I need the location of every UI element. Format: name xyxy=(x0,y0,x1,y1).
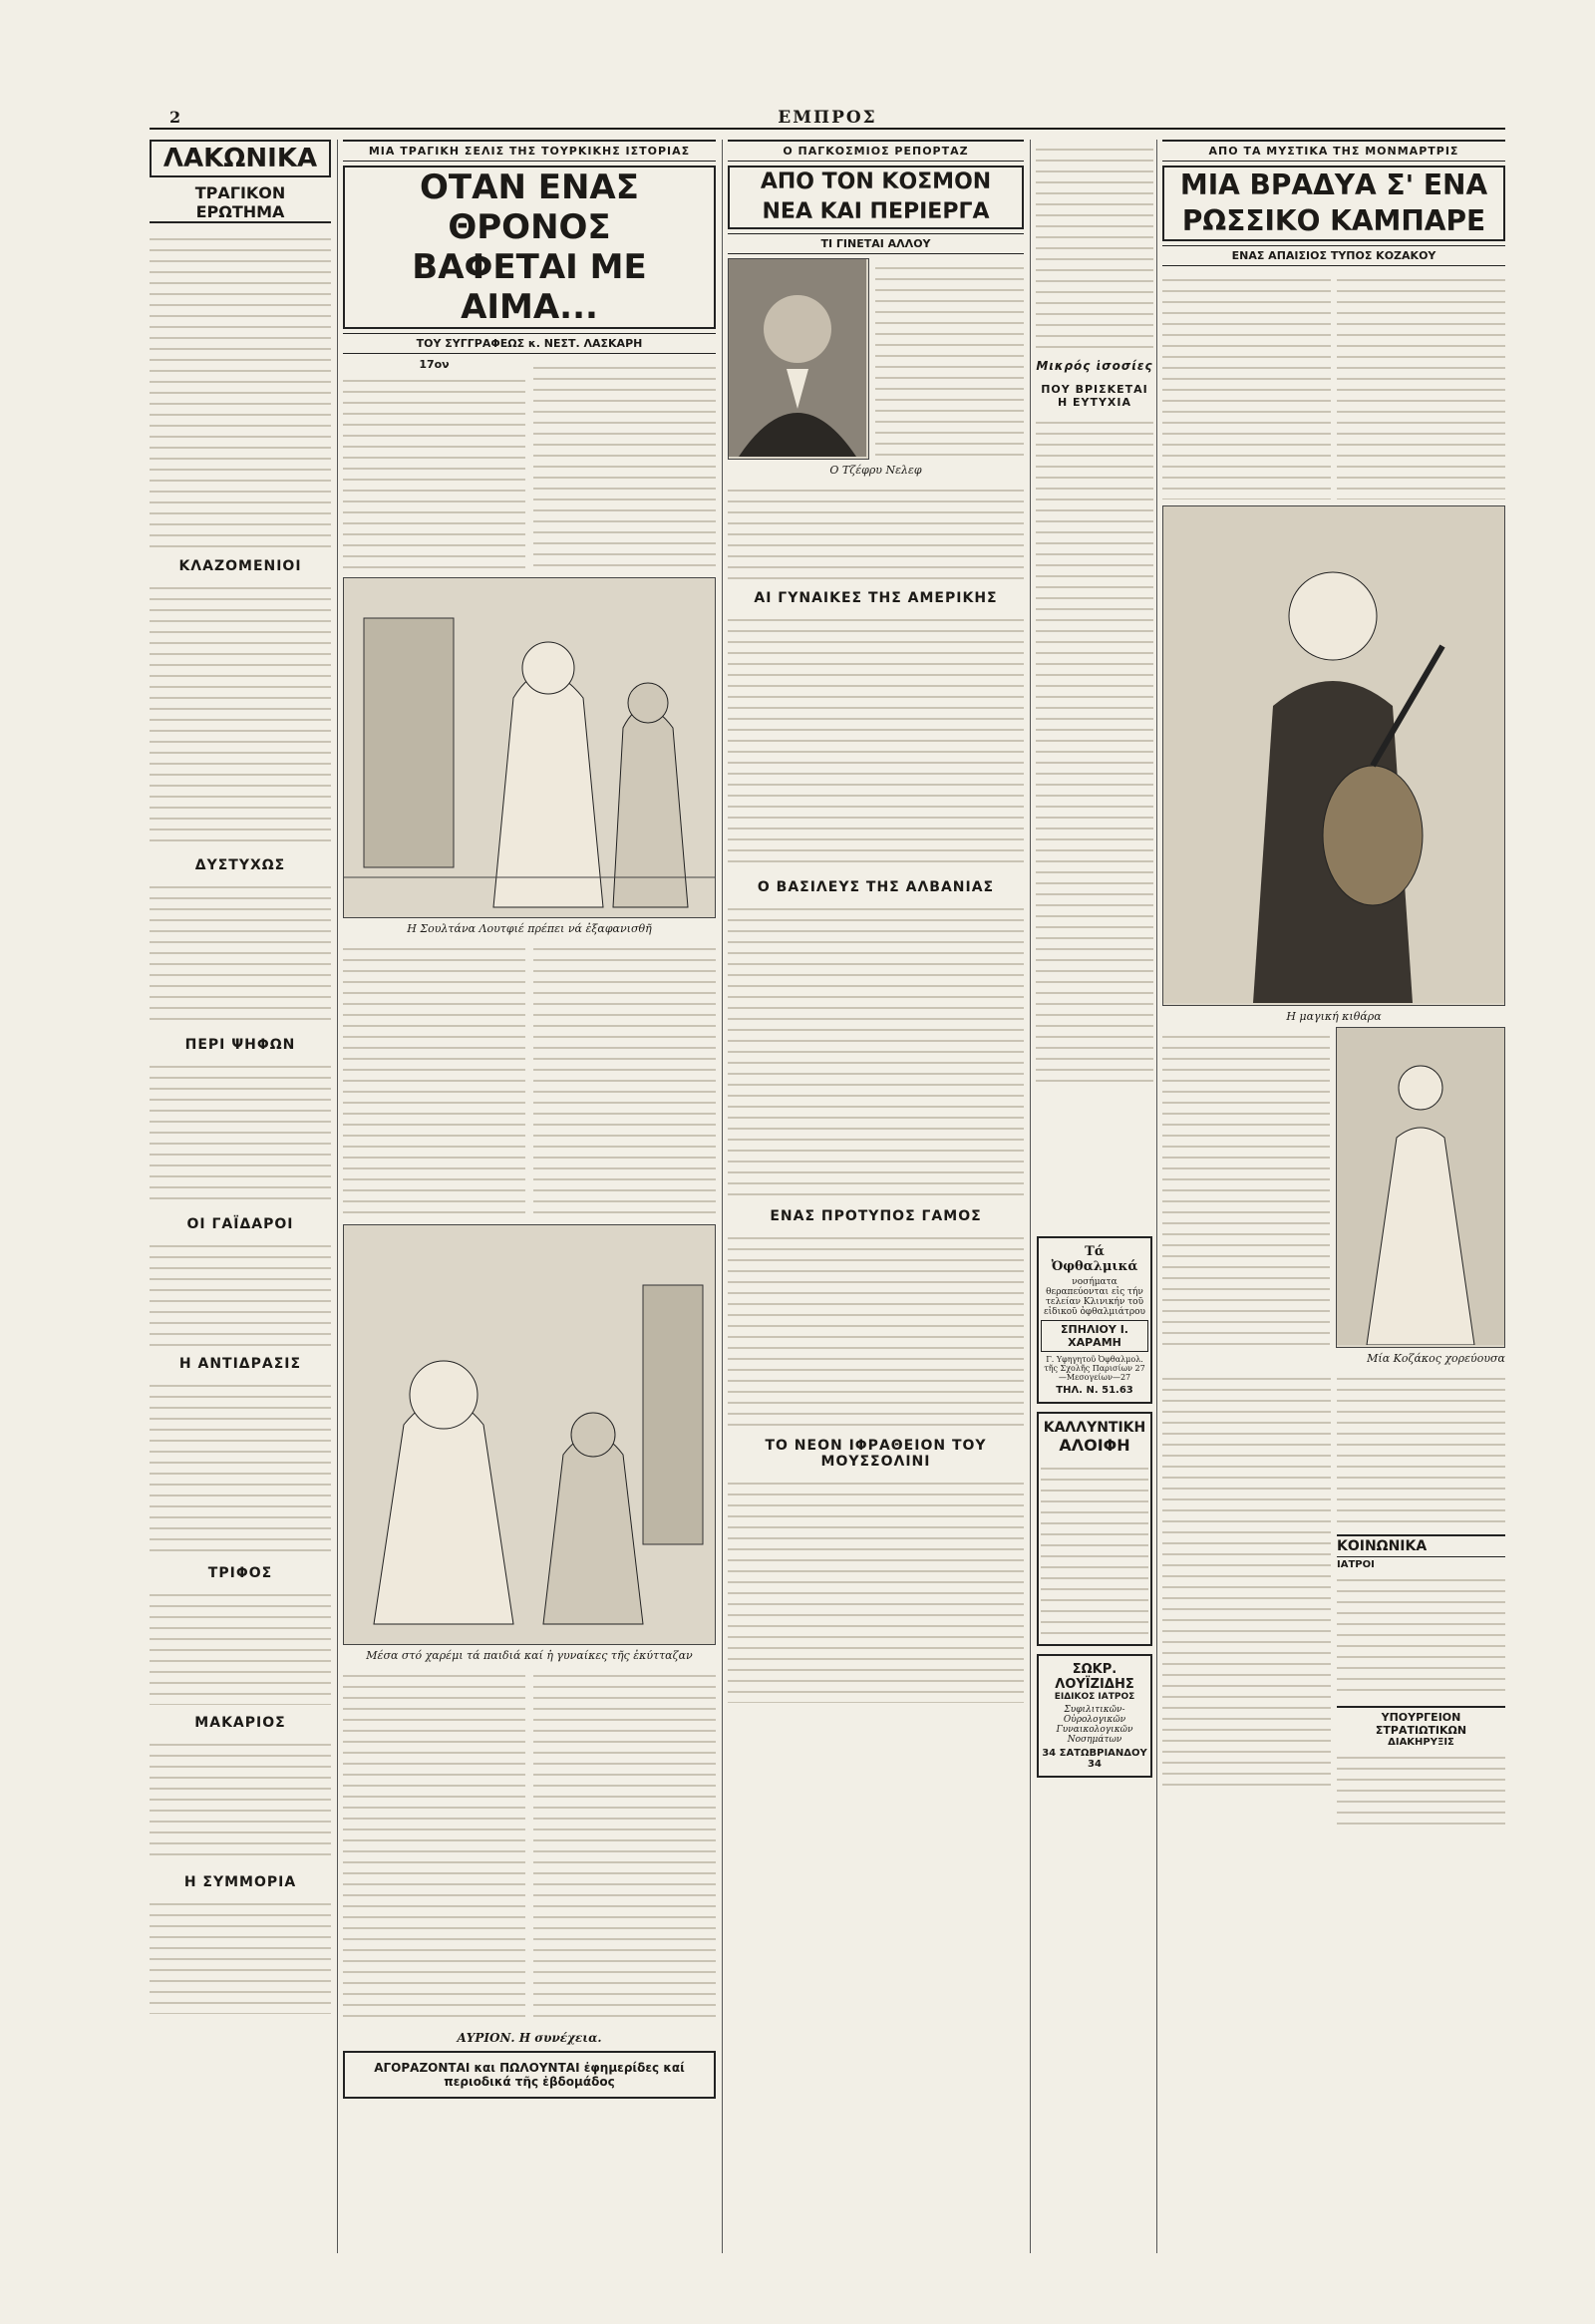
text-block xyxy=(728,1474,1024,1703)
montmartre-headline: ΡΩΣΣΙΚΟ ΚΑΜΠΑΡΕ xyxy=(1181,204,1486,237)
chapter-number: 17ον xyxy=(419,358,450,371)
section-head: ΤΡΙΦΟΣ xyxy=(207,1565,273,1581)
doctor-ad xyxy=(1037,1654,1152,1778)
world-subhead: ΤΙ ΓΙΝΕΤΑΙ ΑΛΛΟΥ xyxy=(728,233,1024,254)
story-headline: ΟΤΑΝ ΕΝΑΣ ΘΡΟΝΟΣ xyxy=(420,167,639,247)
eye-clinic-ad xyxy=(1037,1236,1152,1404)
text-block xyxy=(533,1666,716,2025)
ad-address: 34 ΣΑΤΩΒΡΙΑΝΔΟΥ 34 xyxy=(1042,1748,1147,1770)
world-headline: ΑΠΟ ΤΟΝ ΚΟΣΜΟΝ xyxy=(760,169,992,194)
text-block xyxy=(1162,270,1331,499)
harem-illustration xyxy=(343,1224,716,1645)
ad-title: ΑΛΟΙΦΗ xyxy=(1059,1436,1130,1455)
social-sub: ΙΑΤΡΟΙ xyxy=(1337,1559,1375,1570)
text-block xyxy=(728,1228,1024,1428)
illustration-caption: Μία Κοζάκος χορεύουσα xyxy=(1367,1352,1505,1365)
montmartre-kicker: ΑΠΟ ΤΑ ΜΥΣΤΙΚΑ ΤΗΣ ΜΟΝΜΑΡΤΡΙΣ xyxy=(1162,140,1505,162)
column-rule xyxy=(1030,140,1031,2253)
ads-column xyxy=(1037,1236,1152,1778)
column-rule xyxy=(722,140,723,2253)
text-block xyxy=(1041,1459,1148,1638)
montmartre-byline: ΕΝΑΣ ΑΠΑΙΣΙΟΣ ΤΥΠΟΣ ΚΟΖΑΚΟΥ xyxy=(1162,245,1505,266)
section-head: Η ΑΝΤΙΔΡΑΣΙΣ xyxy=(178,1356,302,1372)
montmartre-headline: ΜΙΑ ΒΡΑΔΥΑ Σ' ΕΝΑ xyxy=(1179,168,1488,201)
text-block xyxy=(533,358,716,571)
ad-spec: Συφιλιτικῶν-Οὐρολογικῶν Γυναικολογικῶν Νοσημάτων xyxy=(1056,1705,1133,1745)
text-block xyxy=(150,1236,331,1346)
sub-head: Μικρός ἰσοσίες xyxy=(1036,359,1153,373)
ad-title: ΚΑΛΛΥΝΤΙΚΗ xyxy=(1043,1420,1146,1436)
lakonika-column xyxy=(150,140,331,2253)
sub-head: ΠΟΥ ΒΡΙΣΚΕΤΑΙ Η ΕΥΤΥΧΙΑ xyxy=(1041,383,1148,409)
column-rule xyxy=(1156,140,1157,2253)
text-block xyxy=(1337,1570,1505,1700)
ad-title: ΕΙΔΙΚΟΣ ΙΑΤΡΟΣ xyxy=(1054,1692,1135,1702)
section-head: ΟΙ ΓΑΪΔΑΡΟΙ xyxy=(186,1216,294,1232)
section-head: ΠΕΡΙ ΨΗΦΩΝ xyxy=(184,1037,296,1053)
page-number: 2 xyxy=(169,108,181,127)
ad-line: νοσήματα θεραπεύονται εἰς τήν τελείαν Κλινικήν τοῦ εἰδικοῦ ὀφθαλμιάτρου xyxy=(1043,1277,1146,1317)
turkish-story xyxy=(343,140,716,2253)
text-block xyxy=(1036,413,1153,1091)
ad-line: Τά Ὀφθαλμικά xyxy=(1051,1244,1138,1274)
ad-name: ΣΩΚΡ. ΛΟΥΪΖΙΔΗΣ xyxy=(1055,1662,1134,1692)
text-block xyxy=(1036,140,1153,349)
text-block xyxy=(150,578,331,847)
world-subsection: ΕΝΑΣ ΠΡΟΤΥΠΟΣ ΓΑΜΟΣ xyxy=(770,1208,982,1224)
text-block xyxy=(150,1057,331,1206)
text-block xyxy=(150,1735,331,1864)
text-block xyxy=(343,939,525,1218)
text-block xyxy=(150,1894,331,2014)
section-head: Η ΣΥΜΜΟΡΙΑ xyxy=(183,1874,297,1890)
text-block xyxy=(875,258,1024,458)
masthead xyxy=(150,108,1505,130)
ad-name: ΣΠΗΛΙΟΥ Ι. ΧΑΡΑΜΗ xyxy=(1041,1320,1148,1352)
portrait-caption: Ο Τζέφρυ Νελεφ xyxy=(829,464,922,477)
text-block xyxy=(1337,1748,1505,1827)
middle-column xyxy=(1036,140,1153,2253)
text-block xyxy=(343,1666,525,2025)
section-head: ΔΥΣΤΥΧΩΣ xyxy=(194,857,286,873)
world-kicker: Ο ΠΑΓΚΟΣΜΙΟΣ ΡΕΠΟΡΤΑΖ xyxy=(728,140,1024,162)
continued-note: ΑΥΡΙΟΝ. Η συνέχεια. xyxy=(457,2031,602,2045)
social-title: ΚΟΙΝΩΝΙΚΑ xyxy=(1337,1534,1505,1557)
section-head: ΚΛΑΖΟΜΕΝΙΟΙ xyxy=(178,558,302,574)
military-title: ΥΠΟΥΡΓΕΙΟΝ ΣΤΡΑΤΙΩΤΙΚΩΝ xyxy=(1337,1706,1505,1737)
story-kicker: ΜΙΑ ΤΡΑΓΙΚΗ ΣΕΛΙΣ ΤΗΣ ΤΟΥΡΚΙΚΗΣ ΙΣΤΟΡΙΑΣ xyxy=(343,140,716,162)
text-block xyxy=(1337,270,1505,499)
ad-phone: ΤΗΛ. Ν. 51.63 xyxy=(1056,1385,1133,1396)
text-block xyxy=(1337,1369,1505,1528)
world-news xyxy=(728,140,1024,2253)
text-block xyxy=(728,610,1024,869)
text-block xyxy=(150,229,331,548)
ad-address: Γ. Υφηγητοῦ Ὀφθαλμολ. τῆς Σχολῆς Παρισίων 27—Μεσογείων—27 xyxy=(1044,1355,1145,1382)
world-headline: ΝΕΑ ΚΑΙ ΠΕΡΙΕΡΓΑ xyxy=(762,199,990,224)
text-block xyxy=(150,1376,331,1555)
text-block xyxy=(728,899,1024,1198)
illustration-caption: Η Σουλτάνα Λουτφιέ πρέπει νά ἐξαφανισθῆ xyxy=(407,922,652,935)
cream-ad xyxy=(1037,1412,1152,1646)
illustration-caption: Η μαγική κιθάρα xyxy=(1286,1010,1382,1023)
sultan-illustration xyxy=(343,577,716,918)
portrait-photo xyxy=(728,258,869,460)
story-headline: ΒΑΦΕΤΑΙ ΜΕ ΑΙΜΑ... xyxy=(412,247,647,327)
lakonika-title: ΛΑΚΩΝΙΚΑ xyxy=(150,140,331,177)
newspaper-ad: ΑΓΟΡΑΖΟΝΤΑΙ και ΠΩΛΟΥΝΤΑΙ ἐφημερίδες καί περιοδικά τῆς ἑβδομάδος xyxy=(343,2051,716,2099)
text-block xyxy=(1162,1027,1330,1346)
dancer-illustration xyxy=(1336,1027,1505,1348)
lakonika-subtitle: ΤΡΑΓΙΚΟΝ ΕΡΩΤΗΜΑ xyxy=(150,183,331,223)
montmartre-story xyxy=(1162,140,1505,2253)
text-block xyxy=(150,1585,331,1705)
paper-name: ΕΜΠΡΟΣ xyxy=(778,108,877,128)
column-rule xyxy=(337,140,338,2253)
text-block xyxy=(533,939,716,1218)
world-subsection: Ο ΒΑΣΙΛΕΥΣ ΤΗΣ ΑΛΒΑΝΙΑΣ xyxy=(757,879,995,895)
illustration-caption: Μέσα στό χαρέμι τά παιδιά καί ἡ γυναίκες τῆς ἐκύτταζαν xyxy=(366,1649,693,1662)
world-subsection: ΑΙ ΓΥΝΑΙΚΕΣ ΤΗΣ ΑΜΕΡΙΚΗΣ xyxy=(754,590,998,606)
story-byline: ΤΟΥ ΣΥΓΓΡΑΦΕΩΣ κ. ΝΕΣΤ. ΛΑΣΚΑΡΗ xyxy=(343,333,716,354)
text-block xyxy=(343,371,525,570)
text-block xyxy=(150,877,331,1027)
text-block xyxy=(728,481,1024,580)
military-sub: ΔΙΑΚΗΡΥΞΙΣ xyxy=(1388,1737,1454,1748)
text-block xyxy=(1162,1369,1331,1788)
cossack-guitar-illustration xyxy=(1162,505,1505,1006)
section-head: ΜΑΚΑΡΙΟΣ xyxy=(194,1715,286,1731)
world-subsection: ΤΟ ΝΕΟΝ ΙΦΡΑΘΕΙΟΝ ΤΟΥ ΜΟΥΣΣΟΛΙΝΙ xyxy=(765,1438,987,1470)
